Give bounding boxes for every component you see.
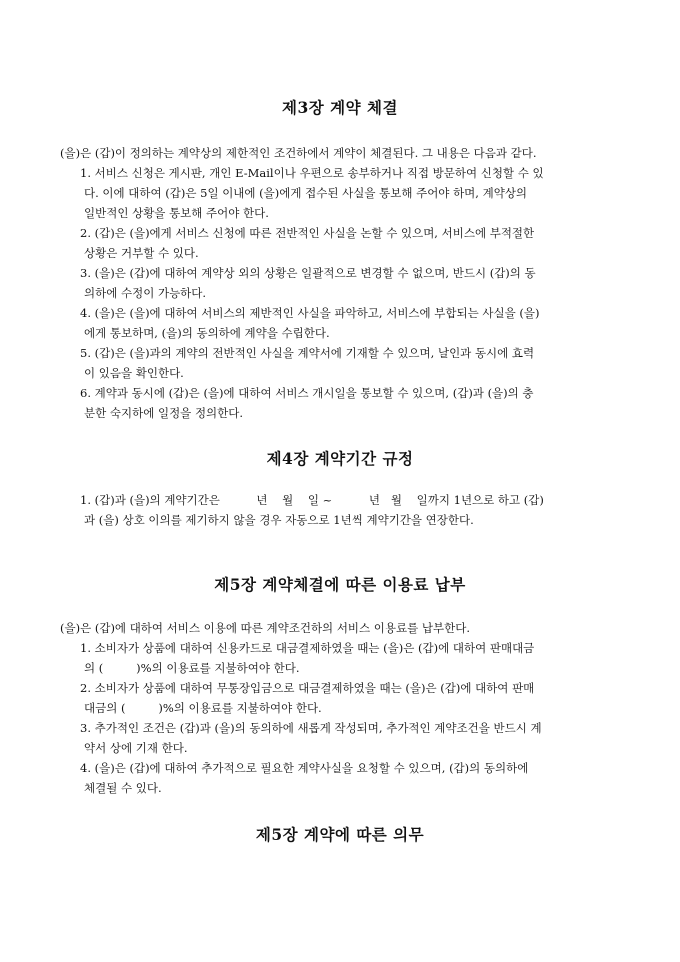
chapter-3-title: 제3장 계약 체결 xyxy=(282,98,398,117)
chapter-5-fee-item-4-line-2: 체결될 수 있다. xyxy=(84,781,162,795)
chapter-5-fee-item-2-line-2: 대금의 ( )%의 이용료를 지불하여야 한다. xyxy=(84,701,322,715)
chapter-3-item-4-line-1: 4. (을)은 (을)에 대하여 서비스의 제반적인 사실을 파악하고, 서비스에 부합되는 사실을 (을) xyxy=(80,306,540,320)
chapter-3-item-2-line-1: 2. (갑)은 (을)에게 서비스 신청에 따른 전반적인 사실을 논할 수 있으며, 서비스에 부적절한 xyxy=(80,226,535,240)
chapter-3-item-5-line-2: 이 있음을 확인한다. xyxy=(84,366,184,380)
chapter-5-fee-title: 제5장 계약체결에 따른 이용료 납부 xyxy=(214,575,466,594)
chapter-4-item-1 xyxy=(80,490,625,530)
chapter-3-item-1 xyxy=(80,163,625,223)
chapter-3-item-3 xyxy=(80,263,625,303)
chapter-3-item-4-line-2: 에게 통보하며, (을)의 동의하에 계약을 수립한다. xyxy=(84,326,330,340)
chapter-3-item-4 xyxy=(80,303,625,343)
chapter-5-fee-item-3-line-1: 3. 추가적인 조건은 (갑)과 (을)의 동의하에 새롭게 작성되며, 추가적인 계약조건을 반드시 계 xyxy=(80,721,542,735)
chapter-3-item-3-line-1: 3. (을)은 (갑)에 대하여 계약상 외의 상황은 일괄적으로 변경할 수 없으며, 반드시 (갑)의 동 xyxy=(80,266,536,280)
chapter-5-fee-item-2 xyxy=(80,678,625,718)
chapter-3-item-2-line-2: 상황은 거부할 수 있다. xyxy=(84,246,199,260)
chapter-3-item-5 xyxy=(80,343,625,383)
chapter-4-item-1-line-2: 과 (을) 상호 이의를 제기하지 않을 경우 자동으로 1년씩 계약기간을 연장한다. xyxy=(84,513,474,527)
chapter-3-item-1-line-1: 1. 서비스 신청은 게시판, 개인 E-Mail이나 우편으로 송부하거나 직접 방문하여 신청할 수 있 xyxy=(80,166,544,180)
chapter-5-fee-item-3 xyxy=(80,718,625,758)
chapter-3-item-2 xyxy=(80,223,625,263)
chapter-3-item-6-line-2: 분한 숙지하에 일정을 정의한다. xyxy=(84,406,244,420)
chapter-5-fee-item-1 xyxy=(80,638,625,678)
chapter-4-item-1-line-1: 1. (갑)과 (을)의 계약기간은 년 월 일 ~ 년 월 일까지 1년으로 하고 (갑) xyxy=(80,493,544,507)
chapter-3-item-1-line-2: 다. 이에 대하여 (갑)은 5일 이내에 (을)에게 접수된 사실을 통보해 주어야 하며, 계약상의 xyxy=(84,186,528,200)
chapter-5-fee-item-2-line-1: 2. 소비자가 상품에 대하여 무통장입금으로 대금결제하였을 때는 (을)은 (갑)에 대하여 판매 xyxy=(80,681,535,695)
chapter-5-fee-item-1-line-2: 의 ( )%의 이용료를 지불하여야 한다. xyxy=(84,661,300,675)
chapter-5-fee-item-4-line-1: 4. (을)은 (갑)에 대하여 추가적으로 필요한 계약사실을 요청할 수 있으며, (갑)의 동의하에 xyxy=(80,761,529,775)
chapter-3-item-1-line-3: 일반적인 상황을 통보해 주어야 한다. xyxy=(84,206,269,220)
chapter-5-duty-title: 제5장 계약에 따른 의무 xyxy=(255,825,425,844)
chapter-3-item-6-line-1: 6. 계약과 동시에 (갑)은 (을)에 대하여 서비스 개시일을 통보할 수 있으며, (갑)과 (을)의 충 xyxy=(80,386,534,400)
chapter-5-fee-intro: (을)은 (갑)에 대하여 서비스 이용에 따른 계약조건하의 서비스 이용료를 납부한다. xyxy=(60,621,470,635)
chapter-3-intro: (을)은 (갑)이 정의하는 계약상의 제한적인 조건하에서 계약이 체결된다. 그 내용은 다음과 같다. xyxy=(60,146,537,160)
chapter-3-item-3-line-2: 의하에 수정이 가능하다. xyxy=(84,286,207,300)
chapter-5-fee-item-1-line-1: 1. 소비자가 상품에 대하여 신용카드로 대금결제하였을 때는 (을)은 (갑)에 대하여 판매대금 xyxy=(80,641,535,655)
chapter-3-item-5-line-1: 5. (갑)은 (을)과의 계약의 전반적인 사실을 계약서에 기재할 수 있으며, 날인과 동시에 효력 xyxy=(80,346,535,360)
chapter-5-fee-item-3-line-2: 약서 상에 기재 한다. xyxy=(84,741,188,755)
chapter-4-title: 제4장 계약기간 규정 xyxy=(266,449,414,468)
chapter-3-item-6 xyxy=(80,383,625,423)
chapter-5-fee-item-4 xyxy=(80,758,625,798)
